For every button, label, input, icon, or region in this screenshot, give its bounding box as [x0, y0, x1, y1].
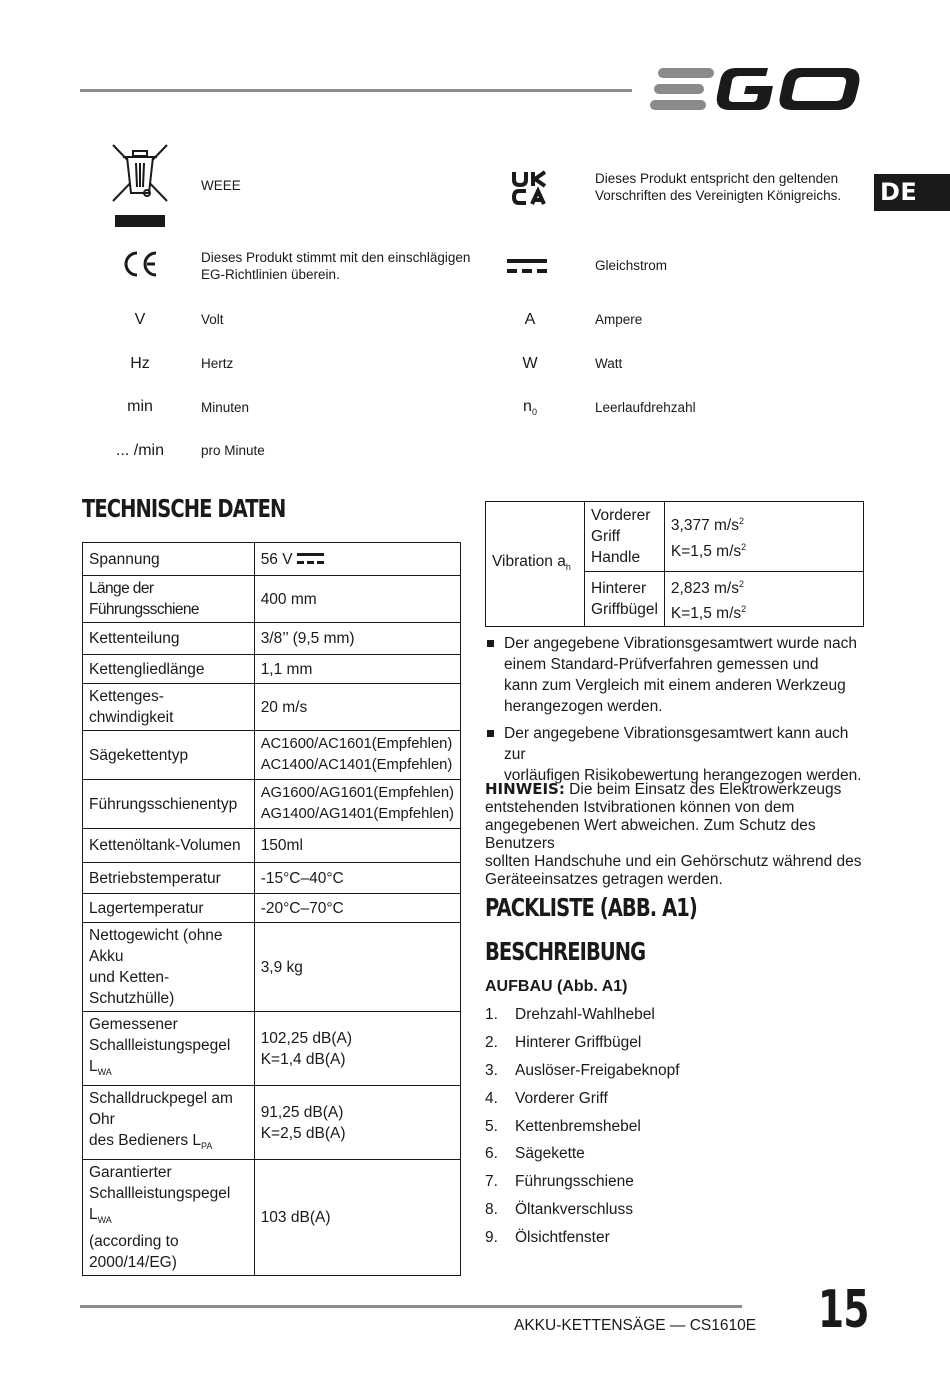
header-rule: [80, 89, 632, 92]
ce-mark-icon: [121, 250, 159, 278]
symbol-desc-volt: Volt: [201, 312, 224, 327]
table-row: Kettengliedlänge 1,1 mm: [83, 655, 461, 684]
list-item: 6. Sägekette: [485, 1145, 585, 1163]
table-row: Kettenöltank-Volumen 150ml: [83, 829, 461, 863]
parts-list: [485, 1006, 680, 1257]
tech-data-heading: TECHNISCHE DATEN: [82, 494, 286, 523]
hinweis-note: HINWEIS: Die beim Einsatz des Elektrowerkzeugs entstehenden Istvibrationen können von dem angegebenen Wert abweichen. Zum Schutz des Benutzers sollten Handschuhe und ein Gehörschutz während des Geräteeinsatzes getragen werden.: [485, 780, 862, 888]
table-row: Lagertemperatur -20°C–70°C: [83, 894, 461, 923]
symbol-desc-ukca: Dieses Produkt entspricht den geltenden Vorschriften des Vereinigten Königreichs.: [595, 171, 842, 203]
list-item: 3. Auslöser-Freigabeknopf: [485, 1061, 680, 1079]
symbol-desc-minutes: Minuten: [201, 400, 250, 415]
aufbau-subheading: AUFBAU (Abb. A1): [485, 978, 628, 995]
table-row: Hinterer Griffbügel 2,823 $m/s^2$ K=1,5 $m/s^2$: [486, 572, 864, 627]
symbol-hertz: Hz: [130, 355, 150, 372]
table-row: Kettenges-chwindigkeit 20 m/s: [83, 684, 461, 731]
weee-crossed-bin-icon: [111, 143, 169, 229]
symbol-desc-weee: WEEE: [201, 178, 241, 193]
table-row: Betriebstemperatur -15°C–40°C: [83, 863, 461, 894]
table-row: Garantierter Schallleistungspegel $L_{WA}$ (according to 2000/14/EG) 103 dB(A): [83, 1160, 461, 1276]
vibration-table: [485, 501, 864, 627]
language-tab: DE: [874, 174, 950, 211]
packliste-heading: PACKLISTE (ABB. A1): [485, 893, 697, 922]
tech-data-table: [82, 542, 461, 1276]
direct-current-icon: [507, 257, 547, 275]
list-item: 9. Ölsichtfenster: [485, 1229, 610, 1247]
table-row: Kettenteilung 3/8’’ (9,5 mm): [83, 623, 461, 655]
table-row: Sägekettentyp AC1600/AC1601(Empfehlen) AC1400/AC1401(Empfehlen): [83, 731, 461, 780]
footer-rule: [80, 1305, 742, 1308]
ukca-mark-icon: [511, 170, 549, 206]
table-row: Nettogewicht (ohne Akku und Ketten-Schutzhülle) 3,9 kg: [83, 923, 461, 1012]
table-row: Schalldruckpegel am Ohr des Bedieners $L_{PA}$ 91,25 dB(A) K=2,5 dB(A): [83, 1086, 461, 1160]
symbol-no-load-speed: $n_0$: [523, 398, 537, 418]
symbol-desc-ce: Dieses Produkt stimmt mit den einschlägigen EG-Richtlinien überein.: [201, 250, 471, 282]
list-item: 5. Kettenbremshebel: [485, 1117, 641, 1135]
list-item: 4. Vorderer Griff: [485, 1089, 608, 1107]
page-number: 15: [818, 1280, 869, 1340]
symbol-desc-no-load-speed: Leerlaufdrehzahl: [595, 400, 696, 415]
table-row: Länge der Führungsschiene 400 mm: [83, 576, 461, 623]
table-row: Führungsschienentyp AG1600/AG1601(Empfehlen) AG1400/AG1401(Empfehlen): [83, 780, 461, 829]
symbol-ampere: A: [524, 311, 536, 328]
vibration-notes: [485, 633, 870, 792]
list-item: Der angegebene Vibrationsgesamtwert wurde nach einem Standard-Prüfverfahren gemessen und kann zum Vergleich mit einem anderen Werkzeug herangezogen werden.: [485, 633, 870, 717]
symbol-desc-dc: Gleichstrom: [595, 258, 668, 273]
table-row: Gemessener Schallleistungspegel $L_{WA}$ 102,25 dB(A) K=1,4 dB(A): [83, 1012, 461, 1086]
symbol-desc-ampere: Ampere: [595, 312, 643, 327]
symbol-per-minute: ... /min: [115, 442, 164, 459]
table-row: Spannung 56 V: [83, 543, 461, 576]
list-item: 2. Hinterer Griffbügel: [485, 1033, 642, 1051]
list-item: 1. Drehzahl-Wahlhebel: [485, 1006, 655, 1023]
table-row: Vibration $a_h$ Vorderer Griff Handle 3,377 $m/s^2$ K=1,5 $m/s^2$: [486, 502, 864, 572]
ego-logo-icon: [650, 66, 862, 112]
symbol-desc-per-minute: pro Minute: [201, 443, 265, 458]
symbol-desc-hertz: Hertz: [201, 356, 234, 371]
beschreibung-heading: BESCHREIBUNG: [485, 937, 646, 966]
symbol-minutes: min: [127, 398, 153, 415]
footer-title: AKKU-KETTENSÄGE — CS1610E: [514, 1317, 757, 1334]
list-item: Der angegebene Vibrationsgesamtwert kann auch zur vorläufigen Risikobewertung herangezogen werden.: [485, 723, 870, 786]
list-item: 8. Öltankverschluss: [485, 1201, 634, 1219]
symbol-volt: V: [134, 311, 146, 328]
direct-current-icon: [297, 552, 324, 565]
symbol-watt: W: [522, 355, 538, 372]
symbol-desc-watt: Watt: [595, 356, 623, 371]
list-item: 7. Führungsschiene: [485, 1173, 634, 1191]
